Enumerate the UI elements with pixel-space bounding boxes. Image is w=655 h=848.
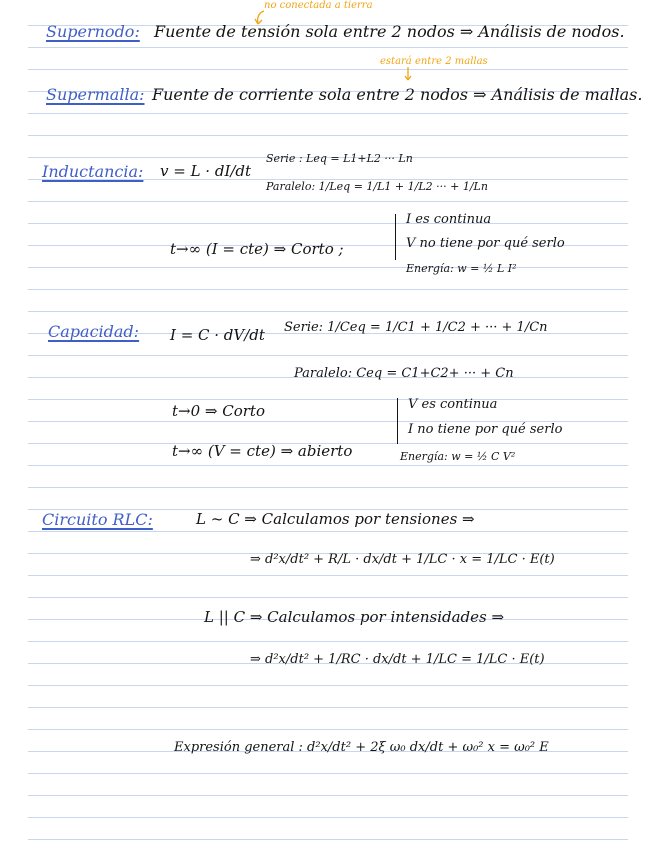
supernodo-note: no conectada a tierra (264, 0, 373, 11)
inductancia-label: Inductancia: (42, 162, 144, 181)
capacidad-label: Capacidad: (48, 322, 140, 341)
capacidad-paralelo: Paralelo: Ceq = C1+C2+ ··· + Cn (294, 366, 514, 381)
rlc-label: Circuito RLC: (42, 510, 153, 529)
supermalla-note-arrow-icon (404, 66, 412, 82)
supernodo-label: Supernodo: (46, 22, 140, 41)
rlc-paralelo-text: L || C ⇒ Calculamos por intensidades ⇒ (204, 608, 505, 626)
supernodo-text: Fuente de tensión sola entre 2 nodos ⇒ Análisis de nodos. (154, 22, 625, 41)
general-expression: Expresión general : d²x/dt² + 2ξ ω₀ dx/dt + ω₀² x = ω₀² E (174, 740, 549, 755)
notebook-page (28, 0, 643, 848)
inductancia-prop-1: I es continua (406, 212, 492, 227)
inductancia-paralelo: Paralelo: 1/Leq = 1/L1 + 1/L2 ··· + 1/Ln (266, 180, 488, 193)
capacidad-formula: I = C · dV/dt (170, 326, 265, 344)
capacidad-brace (397, 398, 404, 444)
supermalla-text: Fuente de corriente sola entre 2 nodos ⇒ Análisis de mallas. (152, 85, 643, 104)
inductancia-prop-2: V no tiene por qué serlo (406, 236, 565, 251)
inductancia-brace (395, 214, 402, 260)
capacidad-serie: Serie: 1/Ceq = 1/C1 + 1/C2 + ··· + 1/Cn (284, 320, 548, 335)
inductancia-limit: t→∞ (I = cte) ⇒ Corto ; (170, 240, 344, 258)
inductancia-formula: v = L · dI/dt (160, 162, 252, 180)
rlc-serie-text: L ~ C ⇒ Calculamos por tensiones ⇒ (196, 510, 475, 528)
inductancia-serie: Serie : Leq = L1+L2 ··· Ln (266, 152, 413, 165)
supermalla-label: Supermalla: (46, 85, 145, 104)
capacidad-prop-2: I no tiene por qué serlo (408, 422, 563, 437)
capacidad-energy: Energía: w = ½ C V² (400, 450, 516, 463)
rlc-serie-eq: ⇒ d²x/dt² + R/L · dx/dt + 1/LC · x = 1/LC · E(t) (250, 552, 555, 567)
rlc-paralelo-eq: ⇒ d²x/dt² + 1/RC · dx/dt + 1/LC = 1/LC · E(t) (250, 652, 545, 667)
capacidad-limit-2: t→∞ (V = cte) ⇒ abierto (172, 442, 353, 460)
capacidad-limit-1: t→0 ⇒ Corto (172, 402, 265, 420)
inductancia-energy: Energía: w = ½ L I² (406, 262, 517, 275)
capacidad-prop-1: V es continua (408, 397, 498, 412)
supermalla-note: estará entre 2 mallas (380, 56, 488, 67)
